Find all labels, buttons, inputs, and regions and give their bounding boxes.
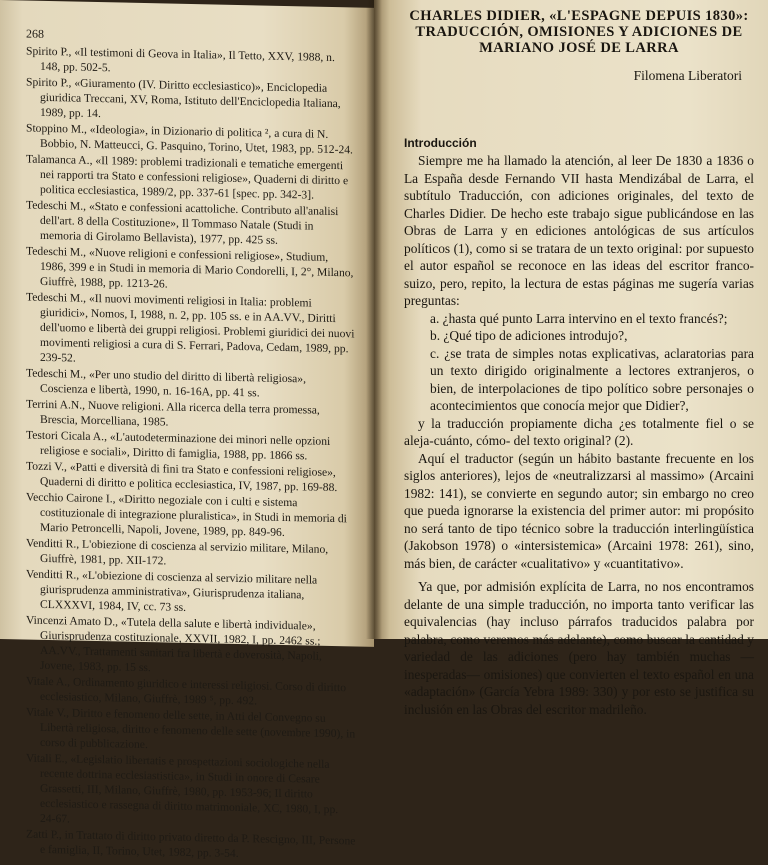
paragraph-translation: y la traducción propiamente dicha ¿es totalmente fiel o se aleja-cuánto, cómo- del texto original? (2). bbox=[404, 415, 754, 448]
reference-entry: Tedeschi M., «Il nuovi movimenti religiosi in Italia: problemi giuridici», Nomos, I, 1988, n. 2, pp. 105 ss. e in AA.VV., Diritti dell'uomo e libertà dei gruppi religiosi. Problemi giuridici dei nuovi movimenti religiosi a cura di S. Ferrari, Padova, Cedam, 1989, pp. 239-52. bbox=[26, 290, 355, 365]
paragraph-translator: Aquí el traductor (según un hábito bastante frecuente en los siglos anteriores), lejos de «neutralizzarsi al massimo» (Arcaini 1982: 141), se convierte en segundo autor; sin embargo no creo que pueda ignorarse la existencia del primer autor: mi propósito no será tanto de tipo técnico sobre la traducción interlingüística (Jakobson 1978) o «intersistemica» (Arcaini 1978: 261), sino, más bien, de carácter «cualitativo» y «cuantitativo». bbox=[404, 450, 754, 571]
reference-entry: Venditti R., «L'obiezione di coscienza al servizio militare nella giurisprudenza amministrativa», Giurisprudenza italiana, CLXXXVI, 1984, IV, cc. 73 ss. bbox=[26, 567, 318, 614]
reference-entry: Spirito P., «Giuramento (IV. Diritto ecclesiastico)», Enciclopedia giuridica Treccani, XV, Roma, Istituto dell'Enciclopedia Italiana, 1989, pp. 14. bbox=[26, 75, 341, 121]
reference-entry: Tozzi V., «Patti e diversità di fini tra Stato e confessioni religiose», Quaderni di diritto e politica ecclesiastica, IV, 1987, pp. 169-88. bbox=[26, 459, 338, 495]
reference-entry: Talamanca A., «Il 1989: problemi tradizionali e tematiche emergenti nei rapporti tra Stato e confessioni religiose», Quaderni di diritto e politica ecclesiastica, 1989/2, pp. 337-61 [spec. pp. 342-3]. bbox=[26, 152, 349, 202]
book-gutter bbox=[366, 0, 382, 639]
reference-entry: Terrini A.N., Nuove religioni. Alla ricerca della terra promessa, Brescia, Morcelliana, 1985. bbox=[26, 397, 320, 429]
reference-entry: Vitale A., Ordinamento giuridico e interessi religiosi. Corso di diritto ecclesiastico, Milano, Giuffrè, 1989 ⁵, pp. 492. bbox=[26, 674, 347, 708]
page-number: 268 bbox=[26, 26, 44, 41]
section-heading: Introducción bbox=[404, 136, 477, 150]
reference-entry: Tedeschi M., «Stato e confessioni acattoliche. Contributo all'analisi dell'art. 8 della Costituzione», Il Tommaso Natale (Studi in memoria di Girolamo Bellavista), 1977, pp. 425 ss. bbox=[26, 198, 339, 247]
question-b: b. ¿Qué tipo de adiciones introdujo?, bbox=[430, 328, 628, 343]
reference-entry: Venditti R., L'obiezione di coscienza al servizio militare, Milano, Giuffrè, 1981, pp. XII-172. bbox=[26, 536, 329, 568]
reference-entry: Zatti P., in Trattato di diritto privato diretto da P. Rescigno, III, Persone e famiglia, II, Torino, Utet, 1982, pp. 3-54. bbox=[26, 827, 356, 860]
reference-entry: Tedeschi M., «Per uno studio del diritto di libertà religiosa», Coscienza e libertà, 1990, n. 16-16A, pp. 41 ss. bbox=[26, 366, 306, 400]
article-author: Filomena Liberatori bbox=[633, 68, 742, 83]
paragraph-adaptation: Ya que, por admisión explícita de Larra, no nos encontramos delante de una simple traducción, no importa tanto verificar las equivalencias (hay incluso párrafos traducidos palabra por palabra, como veremos más adelante), como buscar la cantidad y variedad de las adiciones (pero hay también muchas —inesperadas— omisiones) que convierten el texto español en una «adaptación» (García Yebra 1989: 330) y por esto se justifica su inclusión en las Obras del escritor madrileño. bbox=[404, 579, 754, 717]
question-c: c. ¿se trata de simples notas explicativas, aclaratorias para un texto dirigido originalmente a lectores extranjeros, o bien, de interpolaciones de tipo político sobre personajes o acontecimientos que conocía mejor que Didier?, bbox=[430, 345, 754, 413]
bibliography bbox=[26, 27, 356, 865]
reference-list bbox=[26, 44, 356, 864]
reference-entry: Vecchio Cairone I., «Diritto negoziale con i culti e sistema costituzionale di integrazione pluralistica», in Studi in memoria di Mario Petroncelli, Napoli, Jovene, 1989, pp. 849-96. bbox=[26, 490, 347, 539]
left-page bbox=[0, 0, 374, 860]
article-body bbox=[404, 152, 754, 718]
article-title: CHARLES DIDIER, «L'ESPAGNE DEPUIS 1830»: TRADUCCIÓN, OMISIONES Y ADICIONES DE MARIANO JOSÉ DE LARRA bbox=[409, 8, 749, 56]
article bbox=[404, 8, 754, 718]
reference-entry: Vincenzi Amato D., «Tutela della salute e libertà individuale», Giurisprudenza costituzionale, XXVII, 1982, I, pp. 2462 ss.; AA.VV., Trattamenti sanitari fra libertà e doverosità, Napoli, Jovene, 1983, pp. 15 ss. bbox=[26, 613, 322, 675]
reference-entry: Testori Cicala A., «L'autodeterminazione dei minori nelle opzioni religiose e sociali», Diritto di famiglia, 1988, pp. 1866 ss. bbox=[26, 428, 331, 463]
reference-entry: Stoppino M., «Ideologia», in Dizionario di politica ², a cura di N. Bobbio, N. Matteucci, G. Pasquino, Torino, Utet, 1983, pp. 512-24. bbox=[26, 121, 353, 157]
reference-entry: Vitali E., «Legislatio libertatis e prospettazioni sociologiche nella recente dottrina ecclesiastistica», in Studi in onore di Cesare Grassetti, III, Milano, Giuffrè, 1980, pp. 1953-96; Il diritto ecclesiastico e rassegna di diritto matrimoniale, XC, 1980, I, pp. 24-67. bbox=[26, 751, 339, 826]
reference-entry: Vitale V., Diritto e fenomeno delle sette, in Atti del Convegno su Libertà religiosa, diritto e fenomeno delle sette (novembre 1990), in corso di pubblicazione. bbox=[26, 705, 356, 752]
right-page bbox=[374, 0, 768, 717]
reference-entry: Tedeschi M., «Nuove religioni e confessioni religiose», Studium, 1986, 399 e in Studi in memoria di Mario Condorelli, I, 2°, Milano, Giuffrè, 1988, pp. 1213-26. bbox=[26, 244, 354, 291]
paragraph-intro: Siempre me ha llamado la atención, al leer De 1830 a 1836 o La España desde Fernando VII hasta Mendizábal de Larra, el subtítulo Traducción, con adiciones originales, del texto de Charles Didier. De hecho este trabajo sigue publicándose en las Obras de Larra y en ediciones antológicas de sus artículos políticos (1), como si se tratara de un texto original: por supuesto el autor español se reconoce en las ideas del escritor franco-suizo, pero, repito, la lectura de estas páginas me sugería varias preguntas: bbox=[404, 153, 754, 308]
question-a: a. ¿hasta qué punto Larra intervino en el texto francés?; bbox=[430, 310, 728, 326]
reference-entry: Spirito P., «Il testimoni di Geova in Italia», Il Tetto, XXV, 1988, n. 148, pp. 502-5. bbox=[26, 44, 335, 75]
